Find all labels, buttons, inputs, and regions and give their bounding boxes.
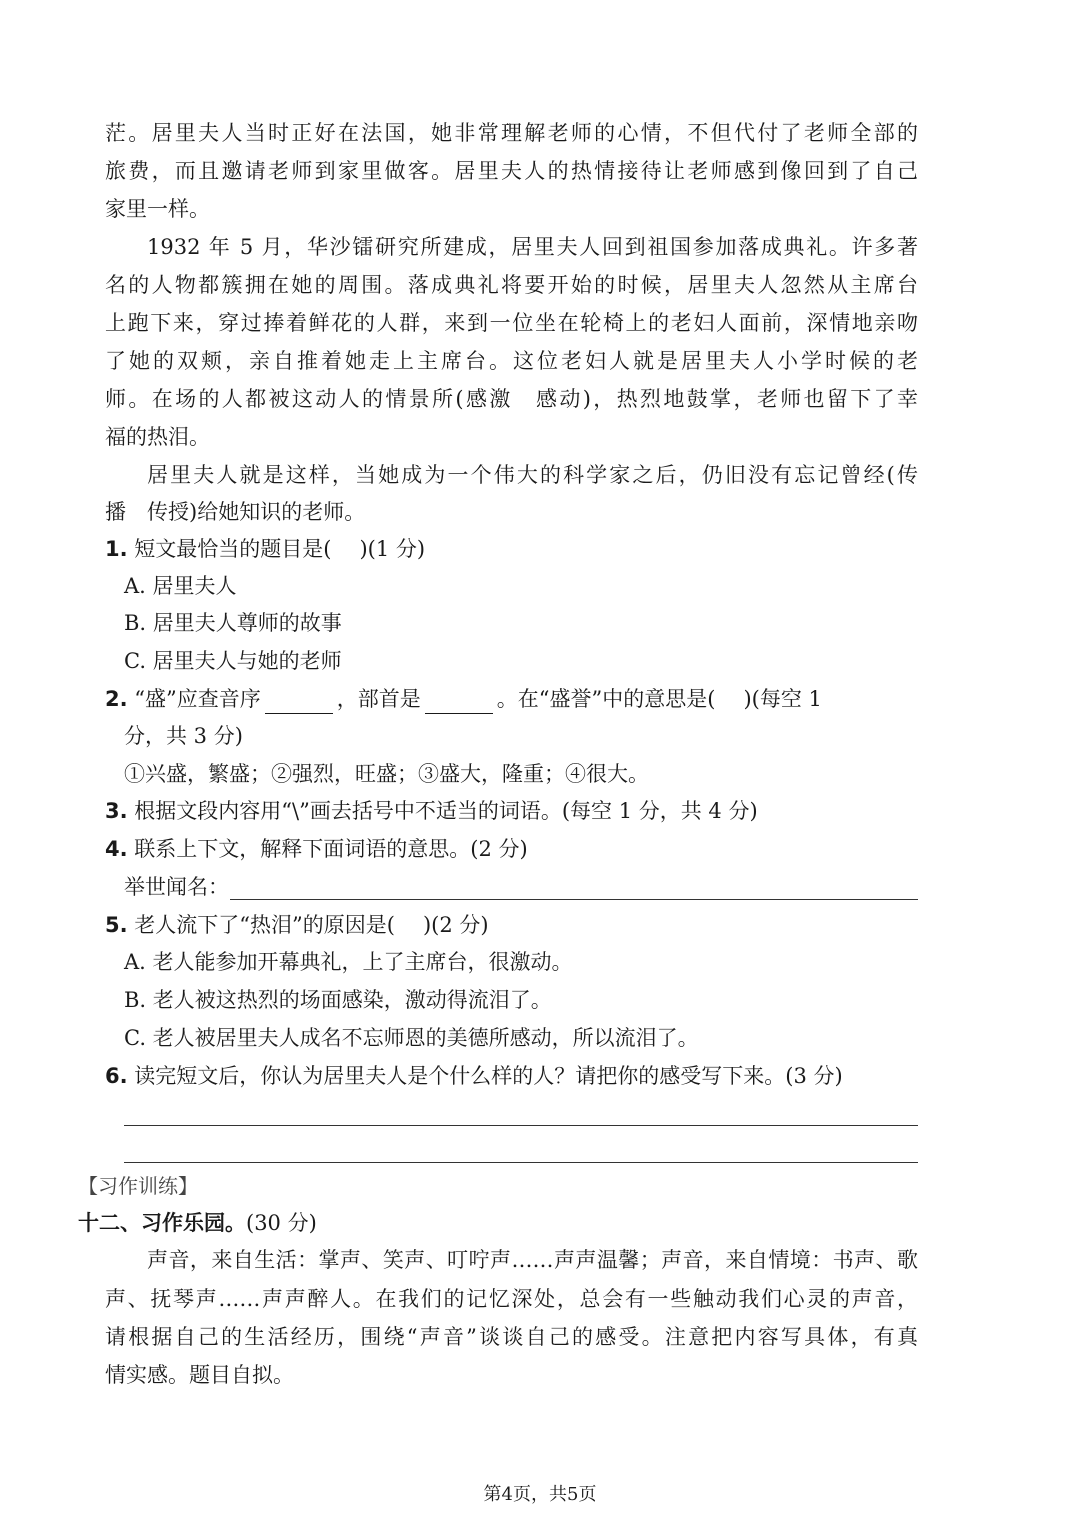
question-3 (105, 796, 758, 826)
meanings-list: ①兴盛，繁盛；②强烈，旺盛；③盛大，隆重；④很大。 (124, 762, 649, 786)
option-b: B. 居里夫人尊师的故事 (124, 611, 342, 635)
question-number: 4. (105, 837, 128, 861)
passage-line: 福的热泪。 (105, 425, 210, 449)
option-a: A. 老人能参加开幕典礼，上了主席台，很激动。 (124, 950, 573, 974)
question-number: 3. (105, 799, 128, 823)
prompt-line: 声、抚琴声……声声醉人。在我们的记忆深处，总会有一些触动我们心灵的声音， (105, 1287, 918, 1311)
answer-line[interactable] (124, 1125, 918, 1126)
answer-line[interactable] (230, 899, 918, 900)
question-number: 6. (105, 1064, 128, 1088)
question-2 (105, 684, 822, 714)
section-title-text: 十二、习作乐园。 (78, 1211, 246, 1235)
question-number: 1. (105, 537, 128, 561)
passage-line: 茫。居里夫人当时正好在法国，她非常理解老师的心情，不但代付了老师全部的 (105, 121, 918, 145)
passage-line: 了她的双颊，亲自推着她走上主席台。这位老妇人就是居里夫人小学时候的老 (105, 349, 918, 373)
passage-line: 师。在场的人都被这动人的情景所(感激 感动)，热烈地鼓掌，老师也留下了幸 (105, 387, 918, 411)
question-4 (105, 834, 528, 864)
prompt-line: 请根据自己的生活经历，围绕“声音”谈谈自己的感受。注意把内容写具体，有真 (105, 1325, 918, 1349)
question-2-cont: 分，共 3 分) (124, 724, 243, 748)
question-score: )(1 分) (359, 537, 426, 561)
option-c: C. 居里夫人与她的老师 (124, 649, 342, 673)
question-6 (105, 1061, 843, 1091)
answer-blank[interactable] (265, 691, 333, 714)
passage-line: 居里夫人就是这样，当她成为一个伟大的科学家之后，仍旧没有忘记曾经(传 (147, 463, 918, 487)
question-text: 短文最恰当的题目是( (134, 537, 332, 561)
passage-line: 家里一样。 (105, 197, 210, 221)
question-number: 5. (105, 913, 128, 937)
answer-blank[interactable] (425, 691, 493, 714)
passage-line: 1932 年 5 月，华沙镭研究所建成，居里夫人回到祖国参加落成典礼。许多著 (147, 235, 918, 259)
question-1 (105, 534, 425, 564)
term-label: 举世闻名： (124, 875, 229, 899)
passage-line: 名的人物都簇拥在她的周围。落成典礼将要开始的时候，居里夫人忽然从主席台 (105, 273, 918, 297)
passage-line: 旅费，而且邀请老师到家里做客。居里夫人的热情接待让老师感到像回到了自己 (105, 159, 918, 183)
option-a: A. 居里夫人 (124, 574, 237, 598)
section-tag: 【习作训练】 (78, 1174, 198, 1198)
passage-line: 播 传授)给她知识的老师。 (105, 500, 366, 524)
question-text: 读完短文后，你认为居里夫人是个什么样的人？请把你的感受写下来。(3 分) (134, 1064, 843, 1088)
question-number: 2. (105, 687, 128, 711)
question-text: ，部首是 (336, 687, 421, 711)
section-score: (30 分) (246, 1211, 317, 1235)
question-text: “盛”应查音序 (134, 687, 261, 711)
passage-line: 上跑下来，穿过捧着鲜花的人群，来到一位坐在轮椅上的老妇人面前，深情地亲吻 (105, 311, 918, 335)
prompt-line: 声音，来自生活：掌声、笑声、叮咛声……声声温馨；声音，来自情境：书声、歌 (147, 1248, 918, 1272)
question-text: 老人流下了“热泪”的原因是( (134, 913, 395, 937)
page-number: 第4页，共5页 (483, 1484, 597, 1505)
option-c: C. 老人被居里夫人成名不忘师恩的美德所感动，所以流泪了。 (124, 1026, 699, 1050)
question-score: )(2 分) (422, 913, 489, 937)
question-5 (105, 910, 489, 940)
question-text: 。在“盛誉”中的意思是( (496, 687, 716, 711)
question-text: 根据文段内容用“\”画去括号中不适当的词语。(每空 1 分，共 4 分) (134, 799, 758, 823)
option-b: B. 老人被这热烈的场面感染，激动得流泪了。 (124, 988, 552, 1012)
section-title (78, 1208, 317, 1238)
question-score: )(每空 1 (743, 687, 822, 711)
prompt-line: 情实感。题目自拟。 (105, 1363, 294, 1387)
question-text: 联系上下文，解释下面词语的意思。(2 分) (134, 837, 528, 861)
answer-line[interactable] (124, 1162, 918, 1163)
